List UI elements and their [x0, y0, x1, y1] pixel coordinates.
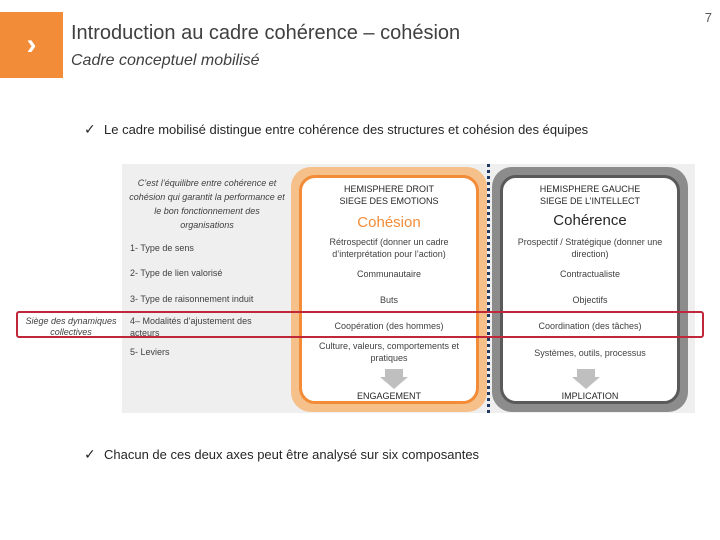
cohesion-heading: [303, 183, 475, 207]
coherence-heading-line-1: HEMISPHERE GAUCHE: [539, 184, 641, 194]
coherence-cell-3: Objectifs: [572, 295, 608, 305]
bullet-1-text: Le cadre mobilisé distingue entre cohérence des structures et cohésion des équipes: [104, 122, 589, 137]
slide-title: Introduction au cadre cohérence – cohésion: [71, 22, 461, 44]
intro-text: C’est l’équilibre entre cohérence et cohésion qui garantit la performance et le bon fonctionnement des organisations: [129, 178, 285, 230]
page-number: 7: [704, 10, 712, 25]
column-divider: [487, 164, 490, 413]
coherence-cell-2: Contractualiste: [559, 269, 621, 279]
cohesion-arrow-icon: [380, 369, 408, 389]
cohesion-cell-4: Coopération (des hommes): [334, 321, 444, 331]
checkmark-icon: ✓: [84, 446, 96, 462]
side-label-line-1: Siège des dynamiques: [25, 316, 117, 326]
bullet-2: [84, 446, 479, 463]
coherence-cell-1: Prospectif / Stratégique (donner une direction): [517, 237, 663, 259]
row-label-5: 5- Leviers: [130, 347, 170, 357]
cohesion-outcome: ENGAGEMENT: [356, 391, 421, 401]
coherence-title: Cohérence: [553, 212, 627, 229]
highlight-box: [16, 311, 704, 338]
coherence-heading: [504, 183, 676, 207]
cohesion-title: Cohésion: [357, 214, 421, 231]
chevron-right-icon: ›: [26, 28, 37, 61]
coherence-cell-4: Coordination (des tâches): [538, 321, 642, 331]
side-label-line-2: collectives: [50, 327, 92, 337]
cohesion-cell-1: Rétrospectif (donner un cadre d’interprétation pour l’action): [329, 237, 449, 259]
bullet-2-text: Chacun de ces deux axes peut être analysé sur six composantes: [104, 447, 480, 462]
row-label-4: 4– Modalités d’ajustement des acteurs: [130, 316, 252, 338]
checkmark-icon: ✓: [84, 121, 96, 137]
coherence-arrow-icon: [572, 369, 600, 389]
cohesion-cell-2: Communautaire: [356, 269, 422, 279]
cohesion-cell-5: Culture, valeurs, comportements et pratiques: [318, 341, 460, 363]
cohesion-cell-3: Buts: [379, 295, 398, 305]
slide-subtitle: Cadre conceptuel mobilisé: [71, 52, 260, 69]
coherence-outcome: IMPLICATION: [561, 391, 619, 401]
coherence-heading-line-2: SIEGE DE L’INTELLECT: [539, 196, 641, 206]
bullet-1: [84, 121, 588, 138]
row-label-1: 1- Type de sens: [130, 243, 194, 253]
row-label-2: 2- Type de lien valorisé: [130, 268, 223, 278]
cohesion-heading-line-2: SIEGE DES EMOTIONS: [339, 196, 439, 206]
cohesion-heading-line-1: HEMISPHERE DROIT: [343, 184, 434, 194]
row-label-3: 3- Type de raisonnement induit: [130, 294, 254, 304]
coherence-cell-5: Systèmes, outils, processus: [534, 348, 646, 358]
